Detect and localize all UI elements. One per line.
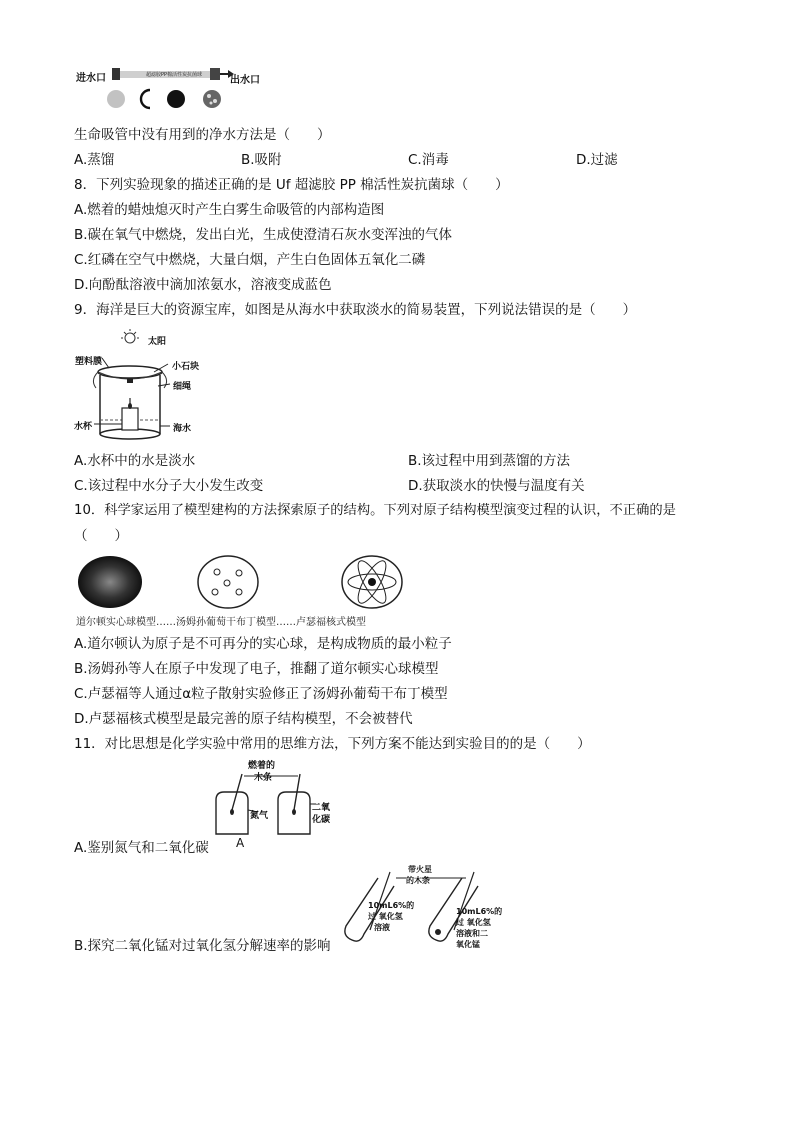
desalination-figure [72, 328, 222, 446]
right-solution-label-4: 氧化锰 [456, 940, 480, 949]
q8-option-a: A.燃着的蜡烛熄灭时产生白雾生命吸管的内部构造图 [74, 202, 385, 218]
q7-option-b: B.吸附 [241, 152, 282, 168]
desalination-drawing [72, 328, 222, 446]
q9-option-a: A.水杯中的水是淡水 [74, 453, 196, 469]
straw-body-text: 超滤胶PP棉活性炭抗菌球 [146, 72, 203, 78]
cup-label: 水杯 [74, 422, 93, 432]
q8-option-d: D.向酚酞溶液中滴加浓氨水，溶液变成蓝色 [74, 277, 332, 293]
q10-stem-line1: 10．科学家运用了模型建构的方法探索原子的结构。下列对原子结构模型演变过程的认识，不正确的是 [74, 503, 676, 518]
q10-stem-line2: （ ） [74, 528, 128, 544]
figure-a-letter: A [236, 836, 245, 850]
q8-stem: 8．下列实验现象的描述正确的是 Uf 超滤胶 PP 棉活性炭抗菌球（ ） [74, 177, 509, 193]
q9-option-b: B.该过程中用到蒸馏的方法 [408, 453, 571, 469]
inlet-label: 进水口 [76, 73, 106, 84]
q7-option-c: C.消毒 [408, 152, 449, 168]
seawater-label: 海水 [173, 424, 192, 434]
stone-label: 小石块 [172, 362, 200, 372]
q8-option-b: B.碳在氧气中燃烧，发出白光，生成使澄清石灰水变浑浊的气体 [74, 227, 453, 243]
right-solution-label-3: 溶液和二 [456, 929, 488, 938]
q7-stem: 生命吸管中没有用到的净水方法是（ ） [74, 127, 331, 143]
q9-option-c: C.该过程中水分子大小发生改变 [74, 478, 264, 494]
left-solution-label-2: 过 氧化氢 [368, 912, 403, 921]
burning-stick-label-2: 木条 [254, 773, 273, 783]
left-solution-label-3: 溶液 [374, 923, 390, 932]
glowing-stick-label-2: 的木条 [406, 876, 430, 885]
atom-models-figure [74, 552, 419, 630]
glowing-stick-label: 带火星 [408, 865, 432, 874]
film-label: 塑料膜 [75, 357, 103, 367]
q10-option-b: B.汤姆孙等人在原子中发现了电子，推翻了道尔顿实心球模型 [74, 661, 439, 677]
straw-drawing [72, 62, 272, 114]
q8-option-c: C.红磷在空气中燃烧，大量白烟，产生白色固体五氧化二磷 [74, 252, 426, 268]
nitrogen-label: 氮气 [250, 811, 269, 821]
q10-option-d: D.卢瑟福核式模型是最完善的原子结构模型，不会被替代 [74, 711, 413, 727]
q11-option-b: B.探究二氧化锰对过氧化氢分解速率的影响 [74, 938, 331, 954]
co2-label-2: 化碳 [312, 815, 331, 825]
dalton-model-icon [78, 556, 142, 608]
q7-option-a: A.蒸馏 [74, 152, 115, 168]
life-straw-figure [72, 62, 272, 114]
q11-figure-a [208, 758, 348, 852]
right-solution-label-1: 10mL6%的 [456, 907, 503, 916]
q11-figure-b [338, 864, 518, 956]
q9-option-d: D.获取淡水的快慢与温度有关 [408, 478, 585, 494]
q9-stem: 9．海洋是巨大的资源宝库，如图是从海水中获取淡水的简易装置，下列说法错误的是（ ） [74, 302, 637, 318]
left-solution-label-1: 10mL6%的 [368, 901, 415, 910]
co2-label-1: 二氧 [312, 803, 331, 813]
q11-option-a: A.鉴别氮气和二氧化碳 [74, 840, 209, 856]
burning-stick-label: 燃着的 [248, 761, 276, 771]
q11-stem: 11．对比思想是化学实验中常用的思维方法，下列方案不能达到实验目的的是（ ） [74, 736, 591, 752]
q10-option-c: C.卢瑟福等人通过α粒子散射实验修正了汤姆孙葡萄干布丁模型 [74, 686, 448, 702]
right-solution-label-2: 过 氧化氢 [456, 918, 491, 927]
atom-models-caption: 道尔顿实心球模型……汤姆孙葡萄干布丁模型……卢瑟福核式模型 [76, 617, 366, 628]
q10-option-a: A.道尔顿认为原子是不可再分的实心球，是构成物质的最小粒子 [74, 636, 452, 652]
outlet-label: 出水口 [230, 75, 260, 86]
sun-label: 太阳 [148, 337, 167, 347]
rope-label: 细绳 [173, 382, 192, 392]
q7-option-d: D.过滤 [576, 152, 618, 168]
